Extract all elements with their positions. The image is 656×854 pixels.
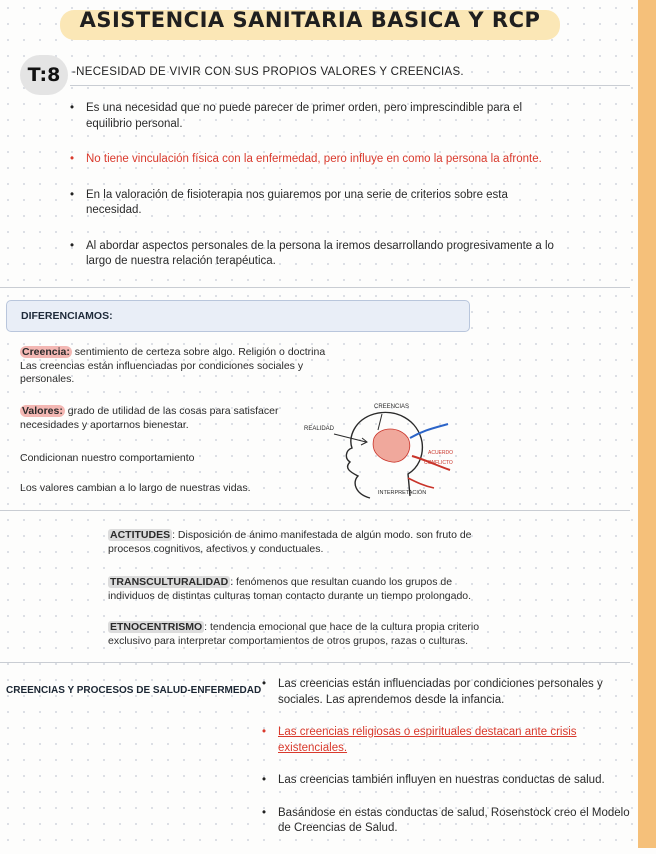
topic-subtitle: -NECESIDAD DE VIVIR CON SUS PROPIOS VALORES Y CREENCIAS. <box>72 66 464 78</box>
condicionan-text: Condicionan nuestro comportamiento <box>20 452 195 464</box>
brain-area <box>373 429 410 462</box>
list-item: • Es una necesidad que no puede parecer de primer orden, pero imprescindible para el equilibrio personal. <box>70 101 560 132</box>
list-item: • En la valoración de fisioterapia nos guiaremos por una serie de criterios sobre esta necesidad. <box>70 188 560 219</box>
actitudes-term: ACTITUDES <box>110 529 171 541</box>
creencia-definition: Creencia: sentimiento de certeza sobre algo. Religión o doctrina Las creencias están influenciadas por condiciones sociales y personales. <box>20 346 326 385</box>
diagram-label-acuerdo: ACUERDO <box>428 450 454 456</box>
divider <box>0 510 630 511</box>
valores-term: Valores: <box>22 405 63 417</box>
creencias-arrow <box>378 414 382 430</box>
differentiate-header-box <box>6 300 470 332</box>
list-item: • Las creencias religiosas o espirituales destacan ante crisis existenciales. <box>262 725 642 756</box>
page-title: ASISTENCIA SANITARIA BASICA Y RCP <box>79 8 541 32</box>
list-item: • Al abordar aspectos personales de la persona la iremos desarrollando progresivamente a lo largo de nuestra relación terapéutica. <box>70 239 560 270</box>
beliefs-head-diagram <box>300 398 475 506</box>
topic-number-badge: T:8 <box>20 55 68 95</box>
diagram-label-realidad: REALIDAD <box>304 426 335 432</box>
list-item: • Las creencias están influenciadas por condiciones personales y sociales. Las aprendemos desde la infancia. <box>262 677 642 708</box>
creencia-term: Creencia: <box>22 346 70 358</box>
interpretacion-arrow <box>408 478 434 488</box>
diagram-label-creencias: CREENCIAS <box>374 404 410 410</box>
intro-bullet-list <box>70 101 560 290</box>
divider <box>0 287 630 288</box>
title-block <box>60 6 560 40</box>
list-item: • Las creencias también influyen en nuestras conductas de salud. <box>262 773 642 789</box>
transculturalidad-definition: TRANSCULTURALIDAD : fenómenos que resultan cuando los grupos de individuos de distintas culturas toman contacto durante un tiempo prolongado. <box>108 576 472 602</box>
divider <box>0 662 630 663</box>
differentiate-heading: DIFERENCIAMOS: <box>21 310 113 322</box>
beliefs-bullet-list <box>262 677 642 854</box>
cambian-text: Los valores cambian a lo largo de nuestras vidas. <box>20 482 251 494</box>
etnocentrismo-definition: ETNOCENTRISMO : tendencia emocional que hace de la cultura propia criterio exclusivo para interpretar comportamientos de otros grupos, razas o culturas. <box>108 621 480 647</box>
actitudes-definition: ACTITUDES : Disposición de ánimo manifestada de algún modo. son fruto de procesos cognitivos, afectivos y conductuales. <box>108 529 472 555</box>
valores-definition: Valores: grado de utilidad de las cosas para satisfacer necesidades y aportarnos bienestar. <box>20 405 279 431</box>
diagram-label-conflicto: CONFLICTO <box>424 460 453 466</box>
list-item: • No tiene vinculación física con la enfermedad, pero influye en como la persona la afronte. <box>70 152 560 168</box>
etnocentrismo-term: ETNOCENTRISMO <box>110 621 203 633</box>
list-item: • Basándose en estas conductas de salud, Rosenstock creo el Modelo de Creencias de Salud. <box>262 806 642 837</box>
beliefs-section-label: CREENCIAS Y PROCESOS DE SALUD-ENFERMEDAD <box>6 685 262 696</box>
divider <box>70 85 630 86</box>
transculturalidad-term: TRANSCULTURALIDAD <box>110 576 229 588</box>
diagram-label-interpretacion: INTERPRETACIÓN <box>378 490 427 496</box>
